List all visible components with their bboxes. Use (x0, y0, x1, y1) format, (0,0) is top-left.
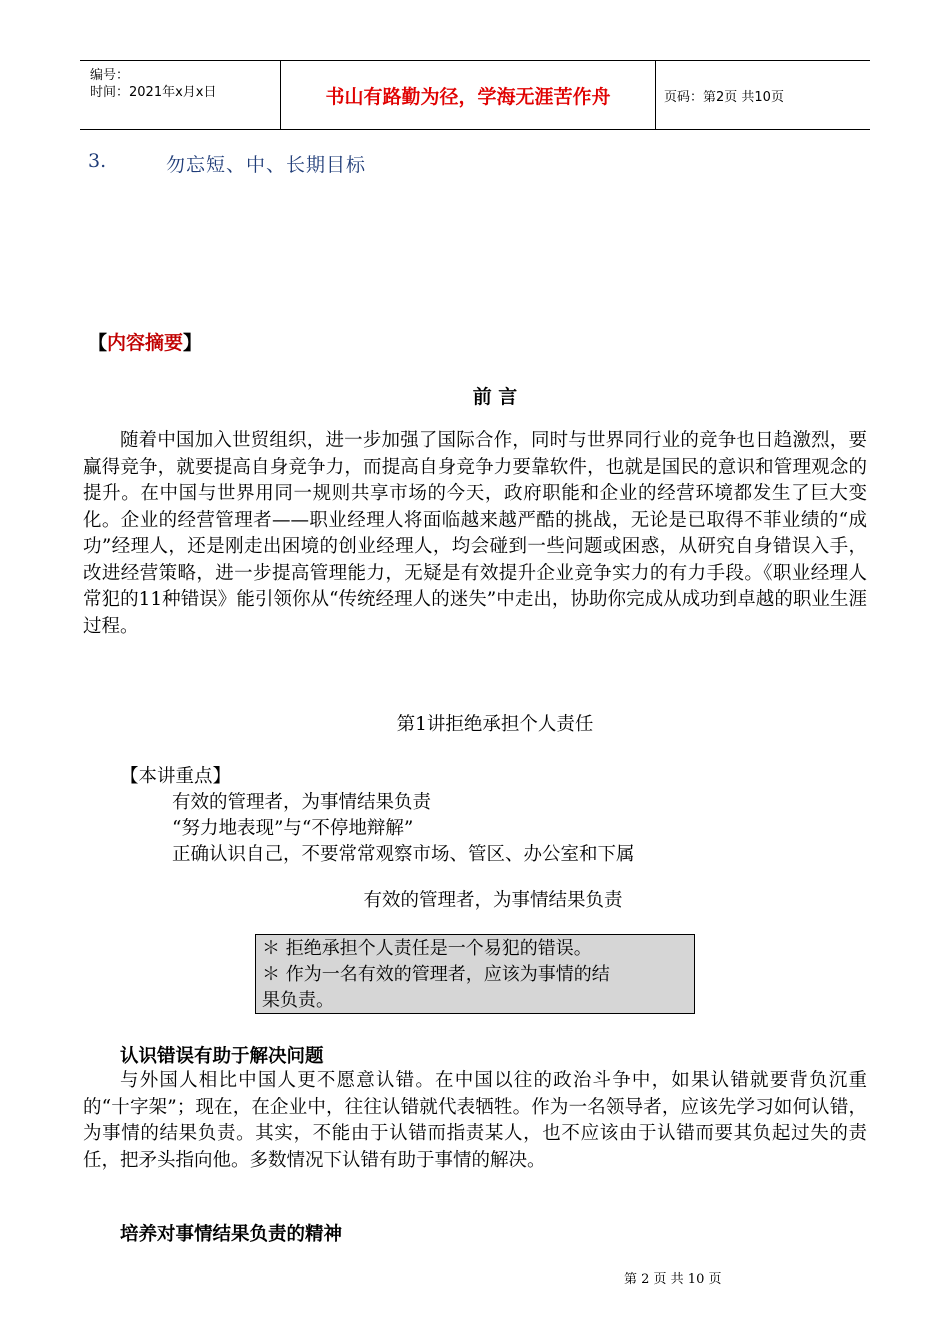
header-page-info: 页码：第2页 共10页 (664, 89, 784, 105)
key-point-item: 正确认识自己，不要常常观察市场、管区、办公室和下属 (172, 844, 635, 865)
header-meta (90, 67, 280, 101)
box-line: ＊ 作为一名有效的管理者，应该为事情的结 (262, 964, 610, 985)
box-line: ＊ 拒绝承担个人责任是一个易犯的错误。 (262, 938, 592, 959)
lecture-title: 第1讲拒绝承担个人责任 (396, 714, 594, 735)
preface-paragraph: 随着中国加入世贸组织，进一步加强了国际合作，同时与世界同行业的竞争也日趋激烈，要赢得竞争，就要提高自身竞争力，而提高自身竞争力要靠软件，也就是国民的意识和管理观念的提升。在中国与世界用同一规则共享市场的今天，政府职能和企业的经营环境都发生了巨大变化。企业的经营管理者——职业经理人将面临越来越严酷的挑战，无论是已取得不菲业绩的“成功”经理人，还是刚走出困境的创业经理人，均会碰到一些问题或困惑，从研究自身错误入手，改进经营策略，进一步提高管理能力，无疑是有效提升企业竞争实力的有力手段。《职业经理人常犯的11种错误》能引领你从“传统经理人的迷失”中走出，协助你完成从成功到卓越的职业生涯过程。 (83, 430, 867, 637)
key-point-item: “努力地表现”与“不停地辩解” (172, 818, 414, 839)
preface-title: 前 言 (472, 386, 518, 408)
box-line: 果负责。 (262, 990, 334, 1011)
summary-label: 内容摘要 (107, 332, 184, 354)
summary-close-bracket: 】 (183, 332, 203, 354)
number-label: 编号： (90, 68, 130, 83)
key-point-item: 有效的管理者，为事情结果负责 (172, 792, 432, 813)
time-label: 时间：2021年x月x日 (90, 85, 217, 100)
subsection-title: 认识错误有助于解决问题 (120, 1046, 324, 1067)
page-header (80, 60, 870, 130)
header-divider (655, 61, 656, 129)
header-divider (280, 61, 281, 129)
item-3-number: 3. (88, 150, 107, 172)
highlight-box (255, 934, 695, 1014)
header-motto: 书山有路勤为径，学海无涯苦作舟 (325, 85, 611, 108)
subsection-title: 培养对事情结果负责的精神 (120, 1224, 343, 1245)
page-footer: 第 2 页 共 10 页 (624, 1272, 722, 1287)
section-title: 有效的管理者，为事情结果负责 (363, 890, 623, 911)
key-points-label: 【本讲重点】 (120, 766, 232, 787)
item-3-text: 勿忘短、中、长期目标 (166, 154, 367, 176)
summary-heading (88, 328, 202, 355)
subsection-paragraph: 与外国人相比中国人更不愿意认错。在中国以往的政治斗争中，如果认错就要背负沉重的“十字架”；现在，在企业中，往往认错就代表牺牲。作为一名领导者，应该先学习如何认错，为事情的结果负责。其实，不能由于认错而指责某人，也不应该由于认错而要其负起过失的责任，把矛头指向他。多数情况下认错有助于事情的解决。 (83, 1070, 867, 1171)
summary-open-bracket: 【 (88, 332, 108, 354)
